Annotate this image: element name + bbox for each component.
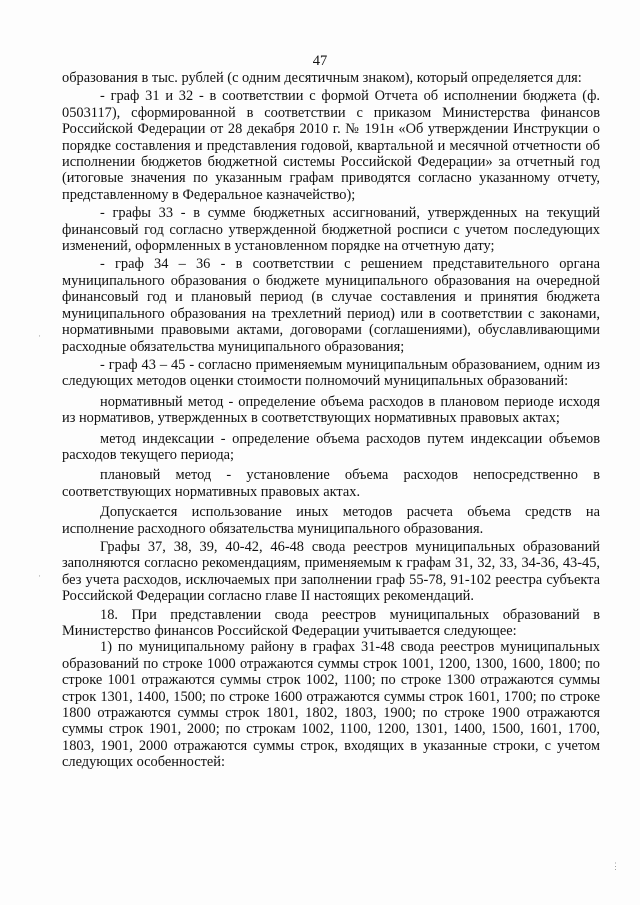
paragraph-columns-31-32: - граф 31 и 32 - в соответствии с формой Отчета об исполнении бюджета (ф. 0503117), сформированной в соответствии с приказом Министерства финансов Российской Федерации от 28 декабря 2010 г. № 191н «Об утверждении Инструкции о порядке составления и представления годовой, квартальной и месячной отчетности об исполнении бюджетов бюджетной системы Российской Федерации» за отчетный год (итоговые значения по указанным графам приводятся согласно указанному отчету, представленному в Федеральное казначейство);	[62, 88, 600, 203]
paragraph-other-methods: Допускается использование иных методов расчета объема средств на исполнение расходного обязательства муниципального образования.	[62, 504, 600, 537]
paragraph-column-33: - графы 33 - в сумме бюджетных ассигнований, утвержденных на текущий финансовый год согласно утвержденной бюджетной росписи с учетом последующих изменений, оформленных в установленном порядке на отчетную дату;	[62, 205, 600, 255]
margin-mark-right-bottom: ⋮	[611, 861, 620, 871]
paragraph-columns-43-45: - граф 43 – 45 - согласно применяемым муниципальным образованием, одним из следующих методов оценки стоимости полномочий муниципальных образований:	[62, 356, 600, 390]
document-body	[62, 70, 600, 771]
margin-mark-left-bottom: ·	[38, 571, 41, 581]
paragraph-columns-34-36: - граф 34 – 36 - в соответствии с решением представительного органа муниципального образования о бюджете муниципального образования на очередной финансовый год и плановый период (в случае составления и принятия бюджета муниципального образования на трехлетний период) или в соответствии с законами, нормативными правовыми актами, договорами (соглашениями), обуславливающими расходные обязательства муниципального образования;	[62, 256, 600, 355]
paragraph-columns-37-48: Графы 37, 38, 39, 40-42, 46-48 свода реестров муниципальных образований заполняются согласно рекомендациям, применяемым к графам 31, 32, 33, 34-36, 43-45, без учета расходов, исключаемых при заполнении граф 55-78, 91-102 реестра субъекта Российской Федерации согласно главе II настоящих рекомендаций.	[62, 538, 600, 605]
paragraph-indexation-method: метод индексации - определение объема расходов путем индексации объемов расходов текущего периода;	[62, 430, 600, 463]
page-number: 47	[312, 53, 328, 69]
paragraph-subitem-1: 1) по муниципальному району в графах 31-48 свода реестров муниципальных образований по строке 1000 отражаются суммы строк 1001, 1200, 1300, 1600, 1800; по строке 1001 отражаются суммы строк 1002, 1100; по строке 1300 отражаются суммы строк 1301, 1400, 1500; по строке 1600 отражаются суммы строк 1601, 1700; по строке 1800 отражаются суммы строк 1801, 1802, 1803, 1900; по строке 1900 отражаются суммы строк 1901, 2000; по строкам 1002, 1100, 1200, 1301, 1400, 1500, 1601, 1700, 1803, 1901, 2000 отражаются суммы строк, входящих в указанные строки, с учетом следующих особенностей:	[62, 639, 600, 771]
paragraph-normative-method: нормативный метод - определение объема расходов в плановом периоде исходя из нормативов, утвержденных в соответствующих нормативных правовых актах;	[62, 393, 600, 427]
margin-mark-left-top: ·	[38, 331, 41, 341]
paragraph-intro: образования в тыс. рублей (с одним десятичным знаком), который определяется для:	[62, 70, 582, 86]
paragraph-item-18: 18. При представлении свода реестров муниципальных образований в Министерство финансов Российской Федерации учитывается следующее:	[62, 606, 600, 639]
paragraph-planned-method: плановый метод - установление объема расходов непосредственно в соответствующих нормативных правовых актах.	[62, 467, 600, 500]
